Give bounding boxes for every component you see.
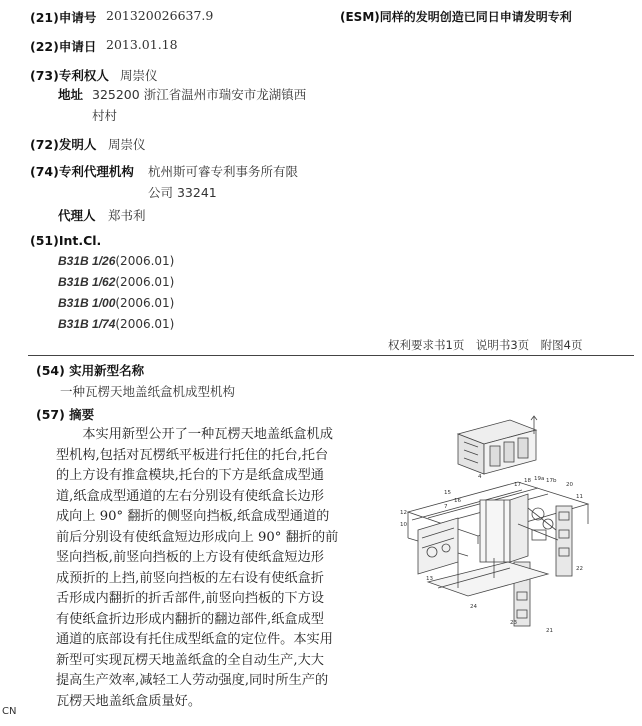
callout-label: 21 [546,628,553,634]
patentee-label: (73)专利权人 [30,68,109,83]
abstract-line: 竖向挡板,前竖向挡板的上方设有使纸盒短边形 [56,550,324,565]
callout-label: 12 [400,510,407,516]
callout-label: 19a [534,476,545,482]
ipc-entry: B31B 1/00(2006.01) [58,296,175,310]
app-date-label: (22)申请日 [30,39,97,54]
ipc-entry: B31B 1/62(2006.01) [58,275,175,289]
inventor-value: 周崇仪 [108,137,146,152]
patentee-value: 周崇仪 [120,68,158,83]
app-no-label: (21)申请号 [30,10,97,25]
address-label: 地址 [58,87,84,102]
title-label: (54) 实用新型名称 [36,363,145,378]
abstract-line: 成预折的上挡,前竖向挡板的左右设有使纸盒折 [56,570,324,586]
callout-label: 23 [510,620,517,626]
callout-label: 17b [546,478,557,484]
pages-summary: 权利要求书1页 说明书3页 附图4页 [388,338,583,352]
callout-label: 15 [444,490,451,496]
callout-label: 16 [454,498,461,504]
agent-value: 郑书利 [108,208,146,223]
agent-label: 代理人 [58,208,96,223]
abstract-line: 舌形成内翻折的折舌部件,前竖向挡板的下方设 [56,591,324,606]
inventor-label: (72)发明人 [30,137,97,152]
esm-note: (ESM)同样的发明创造已同日申请发明专利 [340,10,572,24]
abstract-line: 新型可实现瓦楞天地盖纸盒的全自动生产,大大 [56,652,324,668]
callout-label: 20 [566,482,573,488]
app-no-value: 201320026637.9 [106,8,214,23]
abstract-line: 本实用新型公开了一种瓦楞天地盖纸盒机成 [56,427,333,442]
callout-label: 7 [444,504,448,510]
callout-label: 17 [514,482,521,488]
abstract-line: 型机构,包括对瓦楞纸平板进行托住的托台,托台 [56,447,329,463]
callout-label: 13 [426,576,433,582]
abstract-line: 通道的底部设有托住成型纸盒的定位件。本实用 [56,632,333,647]
callout-label: 4 [478,474,482,480]
address-line2: 村村 [92,108,118,123]
utility-model-title: 一种瓦楞天地盖纸盒机成型机构 [60,384,236,399]
app-date-value: 2013.01.18 [106,37,178,52]
machine-drawing [398,412,598,634]
intcl-label: (51)Int.Cl. [30,233,102,248]
ipc-entry: B31B 1/74(2006.01) [58,317,175,331]
ipc-entry: B31B 1/26(2006.01) [58,254,175,268]
callout-label: 22 [576,566,583,572]
abstract-text [56,425,338,712]
divider [28,355,634,356]
callout-label: 10 [400,522,407,528]
callout-label: 11 [576,494,583,500]
abstract-label: (57) 摘要 [36,407,95,422]
abstract-line: 前后分别设有使纸盒短边形成向上 90° 翻折的前 [56,529,339,545]
address-line1: 325200 浙江省温州市瑞安市龙湖镇西 [92,87,307,102]
callout-label: 18 [524,478,531,484]
abstract-line: 的上方设有推盒模块,托台的下方是纸盒成型通 [56,468,324,483]
abstract-line: 瓦楞天地盖纸盒质量好。 [56,693,202,709]
abstract-line: 提高生产效率,减轻工人劳动强度,同时所生产的 [56,673,329,688]
agency-line1: 杭州斯可睿专利事务所有限 [148,164,299,179]
agency-label: (74)专利代理机构 [30,164,134,179]
abstract-line: 道,纸盒成型通道的左右分别设有使纸盒长边形 [56,488,324,504]
abstract-line: 有使纸盒折边形成内翻折的翻边部件,纸盒成型 [56,611,324,627]
margin-marker: CN [2,706,17,717]
agency-line2: 公司 33241 [148,185,217,200]
callout-label: 24 [470,604,477,610]
abstract-line: 成向上 90° 翻折的侧竖向挡板,纸盒成型通道的 [56,509,330,524]
